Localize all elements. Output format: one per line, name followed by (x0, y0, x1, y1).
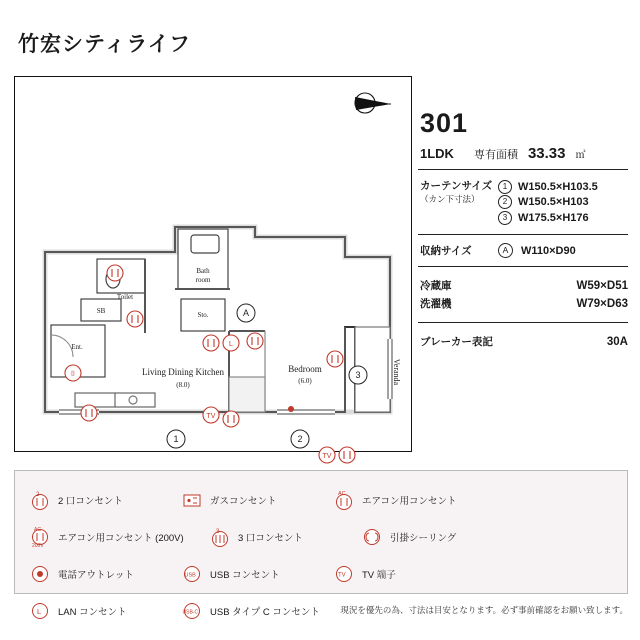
disclaimer-note: 現況を優先の為、寸法は目安となります。必ず事前確認をお願い致します。 (340, 605, 628, 615)
legend-label: 2 口コンセント (58, 495, 123, 507)
unit-info (418, 108, 628, 360)
storage-value: W110×D90 (521, 244, 576, 257)
legend-item-outlet-3 (209, 518, 361, 555)
curtain-value-1: W150.5×H103.5 (518, 180, 598, 193)
fridge-label: 冷蔵庫 (420, 280, 452, 292)
curtain-label: カーテンサイズ (420, 180, 493, 192)
legend-label: エアコン用コンセント (362, 495, 457, 507)
legend-label: 3 口コンセント (238, 532, 303, 544)
breaker-section (418, 323, 628, 360)
svg-text:3: 3 (216, 528, 220, 535)
outlet-2-icon (29, 489, 51, 511)
curtain-marker-2: 2 (498, 195, 512, 209)
svg-text:200V: 200V (32, 542, 44, 549)
ceiling-hook-icon (361, 526, 383, 548)
svg-text:SB: SB (96, 307, 106, 315)
svg-text:(6.0): (6.0) (298, 377, 312, 385)
layout-type: 1LDK (420, 146, 454, 161)
svg-text:USB-C: USB-C (182, 609, 199, 615)
unit-number: 301 (420, 108, 469, 138)
storage-label: 収納サイズ (420, 245, 472, 257)
outlet-3-icon (209, 526, 231, 548)
legend-label: USB タイプ C コンセント (210, 606, 320, 618)
legend-label: 電話アウトレット (58, 569, 134, 581)
curtain-size-section (418, 170, 628, 235)
svg-text:AC: AC (34, 526, 41, 533)
ac-outlet-icon (333, 489, 355, 511)
ac-outlet-200v-icon (29, 526, 51, 548)
legend-label: TV 端子 (362, 569, 396, 581)
curtain-value-2: W150.5×H103 (518, 196, 589, 208)
legend-item-ac-outlet (333, 481, 485, 518)
svg-text:Bedroom: Bedroom (288, 364, 322, 374)
legend-item-usb-outlet (181, 555, 333, 592)
curtain-row (498, 195, 628, 209)
floor-plan-walls (15, 77, 411, 460)
area-unit: ㎡ (575, 150, 586, 161)
storage-size-section (418, 235, 628, 267)
svg-text:L: L (37, 606, 42, 616)
legend-item-phone-outlet (29, 555, 181, 592)
curtain-value-3: W175.5×H176 (518, 211, 589, 224)
page-title: 竹宏シティライフ (18, 33, 192, 56)
svg-text:2: 2 (297, 434, 303, 444)
svg-text:TV: TV (322, 453, 332, 460)
svg-text:AC: AC (338, 490, 346, 497)
legend-item-tv-terminal (333, 555, 485, 592)
svg-text:A: A (242, 308, 250, 318)
legend-item-outlet-2 (29, 481, 181, 518)
curtain-marker-1: 1 (498, 180, 512, 194)
appliance-row-washer (420, 296, 628, 311)
area-label: 専有面積 (473, 149, 518, 161)
gas-outlet-icon (181, 489, 203, 511)
breaker-label: ブレーカー表記 (420, 336, 493, 348)
floor-plan (14, 76, 412, 460)
svg-text:Veranda: Veranda (392, 358, 401, 386)
svg-text:2: 2 (36, 491, 40, 498)
legend-label: LAN コンセント (58, 606, 127, 618)
washer-value: W79×D63 (576, 298, 628, 310)
appliance-row-fridge (420, 278, 628, 293)
legend-label: 引掛シーリング (390, 532, 457, 544)
svg-text:USB: USB (184, 572, 196, 578)
svg-text:TV: TV (206, 413, 216, 420)
tv-terminal-icon (333, 563, 355, 585)
svg-text:1: 1 (173, 434, 179, 444)
fridge-value: W59×D51 (576, 280, 628, 292)
phone-outlet-icon (29, 563, 51, 585)
layout-row (418, 145, 628, 170)
curtain-sub-label: （カン下寸法） (420, 194, 480, 204)
legend-item-ceiling-hook (361, 518, 513, 555)
svg-text:Bath: Bath (196, 267, 210, 275)
svg-text:TV: TV (338, 572, 346, 578)
svg-text:Sto.: Sto. (197, 311, 209, 319)
legend-item-gas-outlet (181, 481, 333, 518)
curtain-row (498, 180, 628, 194)
svg-text:room: room (195, 276, 211, 284)
curtain-row (498, 211, 628, 225)
legend-label: USB コンセント (210, 569, 280, 581)
washer-label: 洗濯機 (420, 298, 452, 310)
legend-label: エアコン用コンセント (200V) (58, 532, 184, 544)
svg-text:(8.0): (8.0) (176, 381, 190, 389)
storage-marker-a: A (498, 243, 513, 258)
curtain-marker-3: 3 (498, 211, 512, 225)
breaker-value: 30A (606, 336, 628, 348)
legend-label: ガスコンセント (210, 495, 277, 507)
svg-text:3: 3 (355, 370, 361, 380)
svg-text:L: L (229, 341, 233, 348)
svg-text:⌷: ⌷ (70, 371, 76, 378)
svg-text:Living Dining Kitchen: Living Dining Kitchen (142, 367, 224, 377)
usb-outlet-icon (181, 563, 203, 585)
breaker-row (420, 334, 628, 349)
svg-text:Ent.: Ent. (71, 343, 83, 351)
legend-item-ac-outlet-200v (29, 518, 209, 555)
area-value: 33.33 (527, 145, 566, 162)
appliance-section (418, 267, 628, 323)
svg-text:Toilet: Toilet (116, 293, 134, 301)
